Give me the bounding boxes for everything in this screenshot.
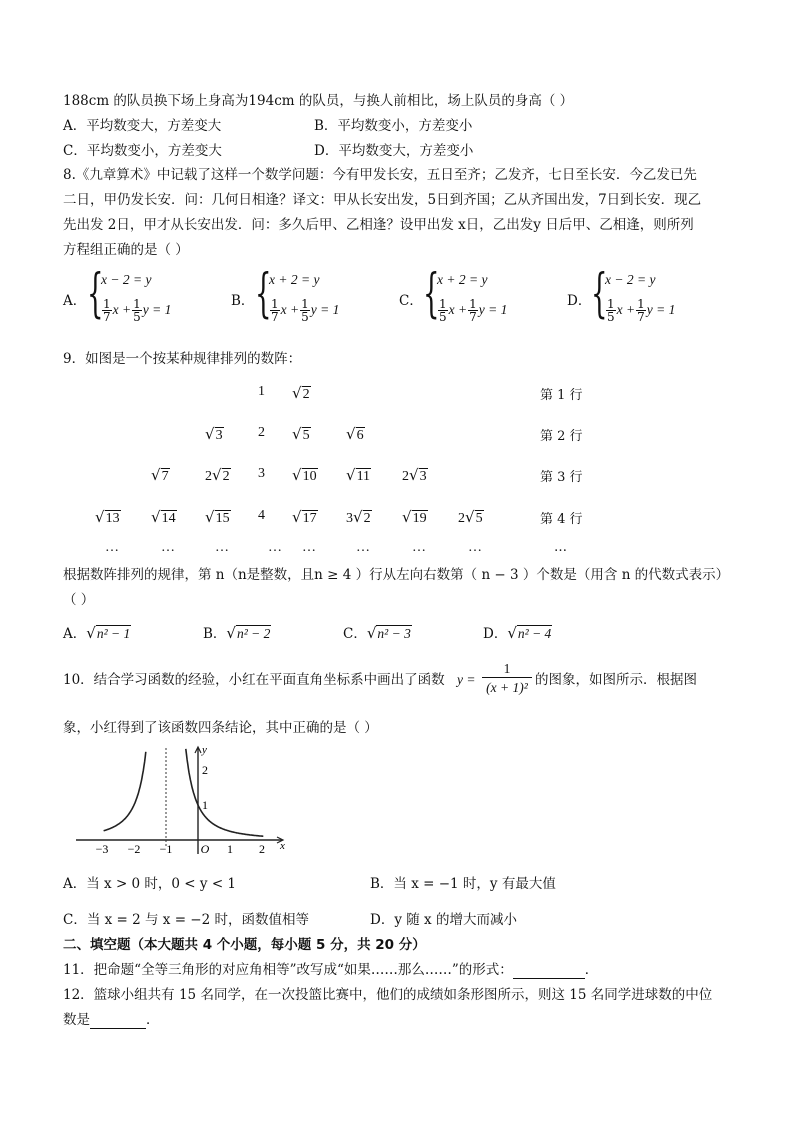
grid-row-label: … bbox=[554, 540, 567, 555]
q10-option-c: C．当 x = 2 与 x = −2 时，函数值相等 bbox=[63, 912, 309, 928]
brace-icon: { bbox=[423, 264, 440, 324]
grid-cell bbox=[95, 508, 121, 527]
sqrt: √11 bbox=[346, 466, 371, 484]
grid-cell bbox=[205, 508, 231, 527]
q7-option-b: B．平均数变小，方差变小 bbox=[314, 118, 473, 134]
grid-cell: 2 bbox=[258, 425, 265, 440]
grid-cell bbox=[205, 425, 224, 444]
grid-cell: … bbox=[412, 540, 426, 555]
q9-paren: （ ） bbox=[63, 592, 95, 608]
q7-option-c: C．平均数变小，方差变大 bbox=[63, 143, 222, 159]
grid-cell bbox=[292, 466, 318, 485]
grid-cell: … bbox=[468, 540, 482, 555]
sqrt: √13 bbox=[95, 508, 120, 526]
x-tick-label: 2 bbox=[259, 842, 265, 856]
q10-func-lhs: y = bbox=[457, 672, 476, 687]
q8-equation-2: $\frac{1}{5}$ x + $\frac{1}{7}$ y = 1 bbox=[607, 297, 676, 324]
q7-stem: 188cm 的队员换下场上身高为194cm 的队员，与换人前相比，场上队员的身高（ ） bbox=[63, 93, 574, 109]
section-2-heading: 二、填空题（本大题共 4 个小题，每小题 5 分，共 20 分） bbox=[63, 937, 426, 953]
q8-equation-1: x + 2 = y bbox=[269, 272, 320, 287]
grid-cell: … bbox=[215, 540, 229, 555]
q8-option-c bbox=[399, 264, 559, 334]
grid-row-label: 第 4 行 bbox=[540, 512, 583, 527]
brace-icon: { bbox=[255, 264, 272, 324]
q9-rule: 根据数阵排列的规律，第 n（n是整数，且n ≥ 4 ）行从左向右数第（ n − 3 ）个数是（用含 n 的代数式表示） bbox=[63, 567, 730, 583]
grid-cell: 2√3 bbox=[402, 466, 427, 484]
q10-denominator: (x + 1)² bbox=[486, 680, 528, 695]
q8-equation-1: x + 2 = y bbox=[437, 272, 488, 287]
q11 bbox=[63, 961, 598, 979]
q10-option-d: D．y 随 x 的增大而减小 bbox=[370, 912, 517, 928]
q10-func bbox=[457, 671, 475, 689]
q12-line-1: 12．篮球小组共有 15 名同学，在一次投篮比赛中，他们的成绩如条形图所示，则这 15 名同学进球数的中位 bbox=[63, 987, 713, 1003]
grid-cell: … bbox=[302, 540, 316, 555]
fraction: $\frac{1}{7}$ bbox=[103, 297, 111, 324]
q9-option-d: D．√n² − 4 bbox=[483, 624, 552, 642]
grid-cell bbox=[346, 425, 365, 444]
q10-stem-post: 的图象，如图所示．根据图 bbox=[535, 672, 697, 688]
grid-row-label: 第 2 行 bbox=[540, 429, 583, 444]
grid-cell: … bbox=[105, 540, 119, 555]
grid-cell: 1 bbox=[258, 384, 265, 399]
fraction: $\frac{1}{5}$ bbox=[607, 297, 615, 324]
fraction: $\frac{1}{7}$ bbox=[637, 297, 645, 324]
y-tick-label: 2 bbox=[202, 763, 208, 777]
sqrt: √2 bbox=[353, 508, 371, 526]
q12-line-2 bbox=[63, 1011, 160, 1029]
grid-cell: 2√2 bbox=[205, 466, 230, 484]
q9-stem: 9．如图是一个按某种规律排列的数阵： bbox=[63, 351, 302, 367]
sqrt: √n² − 3 bbox=[366, 624, 411, 642]
sqrt: √19 bbox=[402, 508, 427, 526]
sqrt: √n² − 1 bbox=[86, 624, 131, 642]
grid-cell bbox=[151, 466, 170, 485]
q8-option-b bbox=[231, 264, 391, 334]
sqrt: √n² − 2 bbox=[226, 624, 271, 642]
sqrt: √3 bbox=[205, 425, 223, 443]
grid-cell: … bbox=[356, 540, 370, 555]
q8-equation-2: $\frac{1}{7}$ x + $\frac{1}{5}$ y = 1 bbox=[271, 297, 340, 324]
sqrt: √6 bbox=[346, 425, 364, 443]
q11-text: 11．把命题“全等三角形的对应角相等”改写成“如果……那么……”的形式： bbox=[63, 962, 513, 978]
q10-option-b: B．当 x = −1 时，y 有最大值 bbox=[370, 876, 556, 892]
q7-option-a: A．平均数变大，方差变大 bbox=[63, 118, 222, 134]
grid-cell bbox=[346, 466, 371, 485]
grid-row-label: 第 1 行 bbox=[540, 388, 583, 403]
sqrt: √14 bbox=[151, 508, 176, 526]
q8-equation-1: x − 2 = y bbox=[605, 272, 656, 287]
sqrt: √2 bbox=[212, 466, 230, 484]
grid-cell: 2√5 bbox=[458, 508, 483, 526]
grid-row-label: 第 3 行 bbox=[540, 470, 583, 485]
fraction: $\frac{1}{7}$ bbox=[469, 297, 477, 324]
fraction: $\frac{1}{5}$ bbox=[301, 297, 309, 324]
grid-cell bbox=[151, 508, 177, 527]
q8-equation-2: $\frac{1}{7}$ x + $\frac{1}{5}$ y = 1 bbox=[103, 297, 172, 324]
q12-blank bbox=[90, 1028, 146, 1029]
fraction: $\frac{1}{7}$ bbox=[271, 297, 279, 324]
sqrt: √2 bbox=[292, 384, 310, 402]
sqrt: √15 bbox=[205, 508, 230, 526]
q8-line-4: 方程组正确的是（ ） bbox=[63, 242, 189, 258]
q8-option-label: C． bbox=[399, 293, 423, 309]
q7-option-d: D．平均数变大，方差变小 bbox=[314, 143, 474, 159]
curve-left-branch bbox=[104, 752, 146, 831]
x-tick-label: −2 bbox=[127, 842, 141, 856]
q9-option-c: C．√n² − 3 bbox=[343, 624, 411, 642]
x-axis-label: x bbox=[280, 840, 285, 852]
sqrt: √3 bbox=[409, 466, 427, 484]
x-tick-label: 1 bbox=[227, 842, 233, 856]
q10-line-2: 象，小红得到了该函数四条结论，其中正确的是（ ） bbox=[63, 720, 378, 736]
q8-option-d bbox=[567, 264, 727, 334]
q12-end: ． bbox=[146, 1012, 160, 1028]
fraction: $\frac{1}{5}$ bbox=[133, 297, 141, 324]
x-tick-label: −3 bbox=[95, 842, 109, 856]
grid-cell bbox=[292, 508, 318, 527]
q8-equation-1: x − 2 = y bbox=[101, 272, 152, 287]
sqrt: √17 bbox=[292, 508, 317, 526]
y-axis-label: y bbox=[202, 744, 207, 756]
q8-option-label: D． bbox=[567, 293, 592, 309]
brace-icon: { bbox=[591, 264, 608, 324]
sqrt: √7 bbox=[151, 466, 169, 484]
q8-option-label: B． bbox=[231, 293, 255, 309]
sqrt: √10 bbox=[292, 466, 317, 484]
q11-blank bbox=[513, 978, 585, 979]
q12-text: 数是 bbox=[63, 1012, 90, 1028]
grid-cell: 3 bbox=[258, 466, 265, 481]
function-graph bbox=[70, 744, 290, 860]
grid-cell bbox=[292, 384, 311, 403]
grid-cell: 3√2 bbox=[346, 508, 371, 526]
q11-end: ． bbox=[584, 962, 599, 978]
grid-cell: … bbox=[268, 540, 282, 555]
q9-option-a: A．√n² − 1 bbox=[63, 624, 131, 642]
brace-icon: { bbox=[87, 264, 104, 324]
grid-cell: … bbox=[161, 540, 175, 555]
x-tick-label: O bbox=[200, 842, 210, 856]
q8-line-1: 8.《九章算术》中记载了这样一个数学问题：今有甲发长安，五日至齐；乙发齐，七日至长安．今乙发已先 bbox=[63, 167, 697, 183]
grid-cell bbox=[292, 425, 311, 444]
sqrt: √5 bbox=[465, 508, 483, 526]
q8-line-3: 先出发 2日，甲才从长安出发．问：多久后甲、乙相逢？设甲出发 x日，乙出发y 日后甲、乙相逢，则所列 bbox=[63, 217, 694, 233]
grid-cell bbox=[402, 508, 428, 527]
y-tick-label: 1 bbox=[202, 798, 208, 812]
q8-line-2: 二日，甲仍发长安．问：几何日相逢？译文：甲从长安出发，5日到齐国；乙从齐国出发，7日到长安．现乙 bbox=[63, 192, 702, 208]
q10-stem-pre: 10．结合学习函数的经验，小红在平面直角坐标系中画出了函数 bbox=[63, 672, 445, 688]
x-tick-label: −1 bbox=[159, 842, 173, 856]
sqrt: √n² − 4 bbox=[507, 624, 552, 642]
sqrt: √5 bbox=[292, 425, 310, 443]
grid-cell: 4 bbox=[258, 508, 265, 523]
q9-option-b: B．√n² − 2 bbox=[203, 624, 271, 642]
q10-numerator: 1 bbox=[482, 660, 532, 678]
q10-fraction bbox=[482, 660, 532, 698]
q10-option-a: A．当 x > 0 时，0 < y < 1 bbox=[63, 876, 237, 892]
q8-option-label: A． bbox=[63, 293, 87, 309]
q8-equation-2: $\frac{1}{5}$ x + $\frac{1}{7}$ y = 1 bbox=[439, 297, 508, 324]
q8-option-a bbox=[63, 264, 223, 334]
fraction: $\frac{1}{5}$ bbox=[439, 297, 447, 324]
